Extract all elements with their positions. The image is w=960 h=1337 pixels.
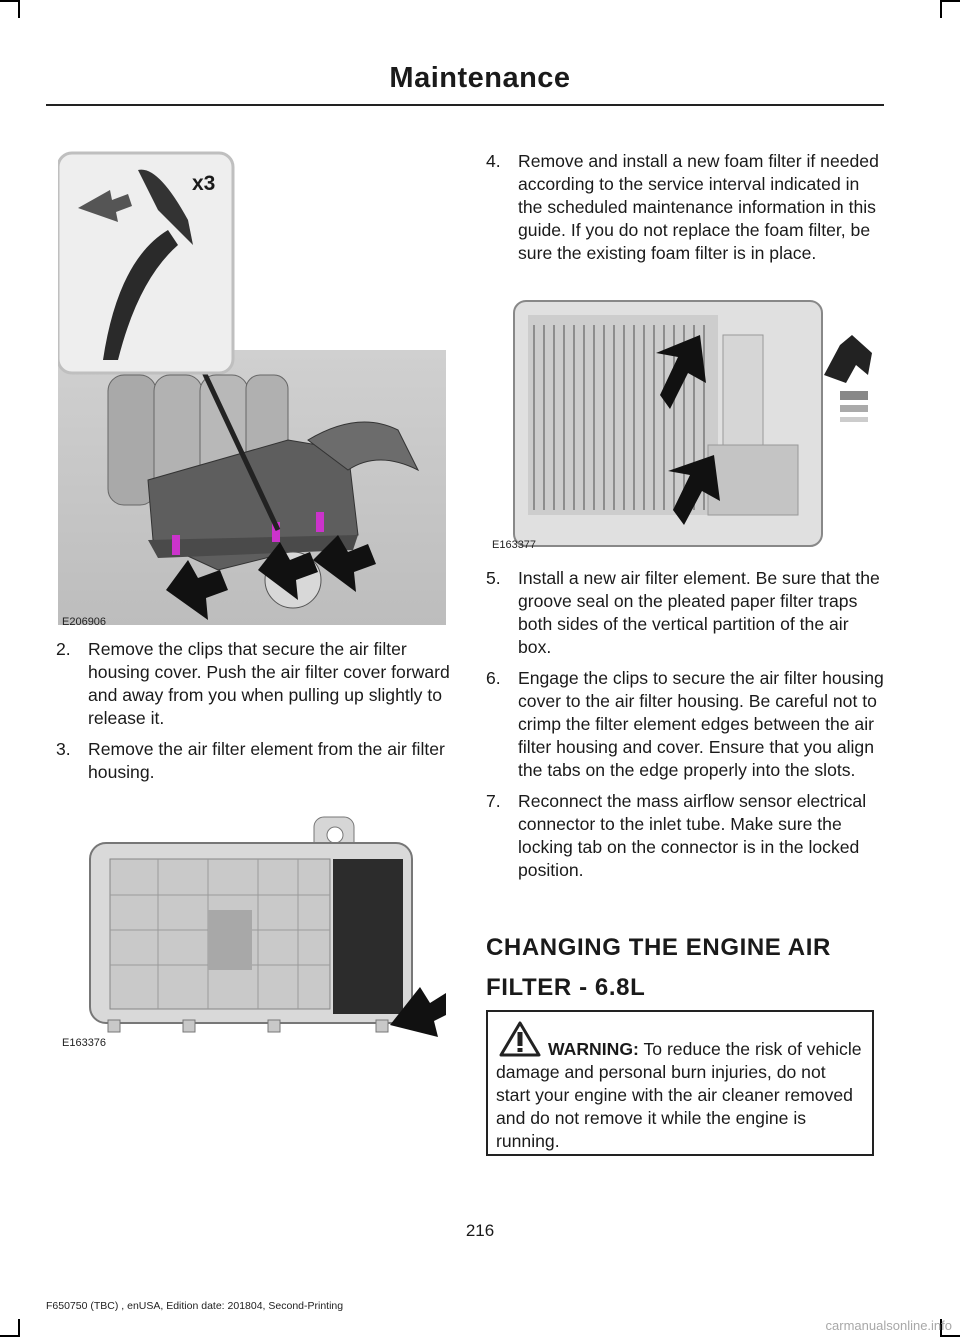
- list-item: [486, 790, 886, 882]
- crop-mark: [18, 0, 20, 18]
- engine-clips-figure: [58, 150, 446, 628]
- steps-left: [56, 638, 461, 792]
- step-text: Engage the clips to secure the air filter housing cover to the air filter housing. Be careful not to crimp the filter element edges between the air filter housing and cover. Ensure that you align the tabs on the edge properly into the slots.: [518, 668, 884, 780]
- crop-mark: [940, 0, 942, 18]
- step-number: 2.: [56, 639, 71, 659]
- watermark: carmanualsonline.info: [825, 1318, 952, 1333]
- section-heading: CHANGING THE ENGINE AIR FILTER - 6.8L: [486, 934, 831, 1001]
- filter-housing-figure: [58, 815, 446, 1055]
- step-text: Reconnect the mass airflow sensor electrical connector to the inlet tube. Make sure the locking tab on the connector is in the locked position.: [518, 791, 867, 880]
- figure-id: E163377: [492, 539, 537, 551]
- steps-right-top: [486, 150, 886, 273]
- figure-id: E206906: [62, 616, 107, 628]
- list-item: [56, 638, 461, 730]
- foam-filter-illustration: [488, 295, 883, 557]
- crop-mark: [0, 0, 18, 2]
- warning-text: To reduce the risk of vehicle damage and personal burn injuries, do not start your engine with the air cleaner removed and do not remove it while the engine is running.: [496, 1039, 862, 1151]
- step-number: 7.: [486, 791, 501, 811]
- callout-x3: x3: [192, 172, 216, 195]
- step-text: Remove the clips that secure the air filter housing cover. Push the air filter cover forward and away from you when pulling up slightly to release it.: [88, 639, 450, 728]
- header-rule: [46, 104, 884, 106]
- step-number: 5.: [486, 568, 501, 588]
- figure-id: E163376: [62, 1037, 107, 1049]
- engine-bay-illustration: [58, 150, 446, 625]
- step-number: 3.: [56, 739, 71, 759]
- crop-mark: [18, 1319, 20, 1337]
- list-item: [56, 738, 461, 784]
- warning-label: WARNING:: [548, 1039, 639, 1059]
- foam-filter-figure: [488, 295, 883, 557]
- footer-edition-info: F650750 (TBC) , enUSA, Edition date: 201804, Second-Printing: [46, 1300, 344, 1312]
- step-text: Remove and install a new foam filter if needed according to the service interval indicated in the scheduled maintenance information in this guide. If you do not replace the foam filter, be sure the existing foam filter is in place.: [518, 151, 879, 263]
- step-text: Install a new air filter element. Be sure that the groove seal on the pleated paper filter traps both sides of the vertical partition of the air box.: [518, 568, 880, 657]
- list-item: [486, 150, 886, 265]
- list-item: [486, 567, 886, 659]
- step-number: 4.: [486, 151, 501, 171]
- page-title: Maintenance: [389, 62, 571, 94]
- steps-right-bottom: [486, 567, 886, 890]
- list-item: [486, 667, 886, 782]
- filter-housing-illustration: [58, 815, 446, 1055]
- step-text: Remove the air filter element from the air filter housing.: [88, 739, 445, 782]
- step-number: 6.: [486, 668, 501, 688]
- page-number: 216: [465, 1221, 495, 1240]
- warning-triangle-icon: [498, 1020, 542, 1058]
- warning-box: [486, 1010, 874, 1156]
- crop-mark: [942, 0, 960, 2]
